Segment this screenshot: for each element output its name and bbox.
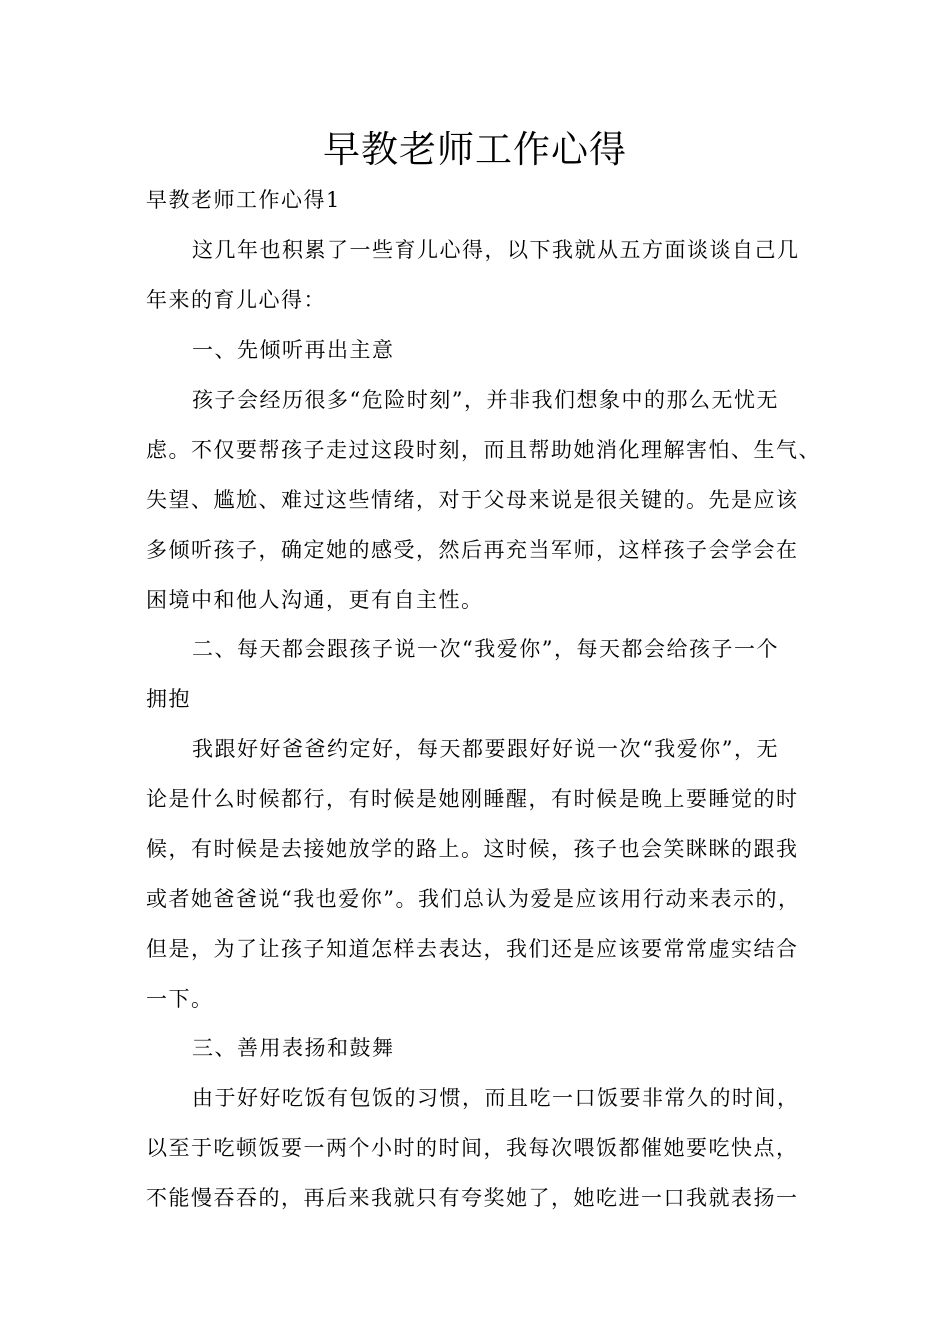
subheading: 一、先倾听再出主意 [192, 338, 395, 362]
paragraph-line: 虑。不仅要帮孩子走过这段时刻，而且帮助她消化理解害怕、生气、 [146, 438, 821, 462]
paragraph-line: 不能慢吞吞的，再后来我就只有夸奖她了，她吃进一口我就表扬一 [146, 1186, 799, 1210]
paragraph-line: 但是，为了让孩子知道怎样去表达，我们还是应该要常常虚实结合 [146, 937, 799, 961]
paragraph-line: 失望、尴尬、难过这些情绪，对于父母来说是很关键的。先是应该 [146, 488, 799, 512]
paragraph-line: 困境中和他人沟通，更有自主性。 [146, 588, 484, 612]
paragraph-line: 或者她爸爸说“我也爱你”。我们总认为爱是应该用行动来表示的， [146, 887, 801, 911]
paragraph-line: 由于好好吃饭有包饭的习惯，而且吃一口饭要非常久的时间， [192, 1086, 800, 1110]
paragraph-line: 多倾听孩子，确定她的感受，然后再充当军师，这样孩子会学会在 [146, 538, 799, 562]
paragraph-line: 孩子会经历很多“危险时刻”，并非我们想象中的那么无忧无 [192, 388, 779, 412]
subheading-continuation: 拥抱 [146, 687, 191, 711]
paragraph-line: 一下。 [146, 987, 214, 1011]
subheading: 二、每天都会跟孩子说一次“我爱你”，每天都会给孩子一个 [192, 637, 779, 661]
paragraph-line: 我跟好好爸爸约定好，每天都要跟好好说一次“我爱你”，无 [192, 737, 779, 761]
section-heading: 早教老师工作心得1 [146, 188, 341, 212]
subheading: 三、善用表扬和鼓舞 [192, 1036, 395, 1060]
document-title: 早教老师工作心得 [323, 128, 627, 171]
paragraph-line: 这几年也积累了一些育儿心得，以下我就从五方面谈谈自己几 [192, 238, 800, 262]
paragraph-line: 年来的育儿心得： [146, 288, 326, 312]
paragraph-line: 候，有时候是去接她放学的路上。这时候，孩子也会笑眯眯的跟我 [146, 837, 799, 861]
paragraph-line: 论是什么时候都行，有时候是她刚睡醒，有时候是晚上要睡觉的时 [146, 787, 799, 811]
paragraph-line: 以至于吃顿饭要一两个小时的时间，我每次喂饭都催她要吃快点， [146, 1136, 799, 1160]
